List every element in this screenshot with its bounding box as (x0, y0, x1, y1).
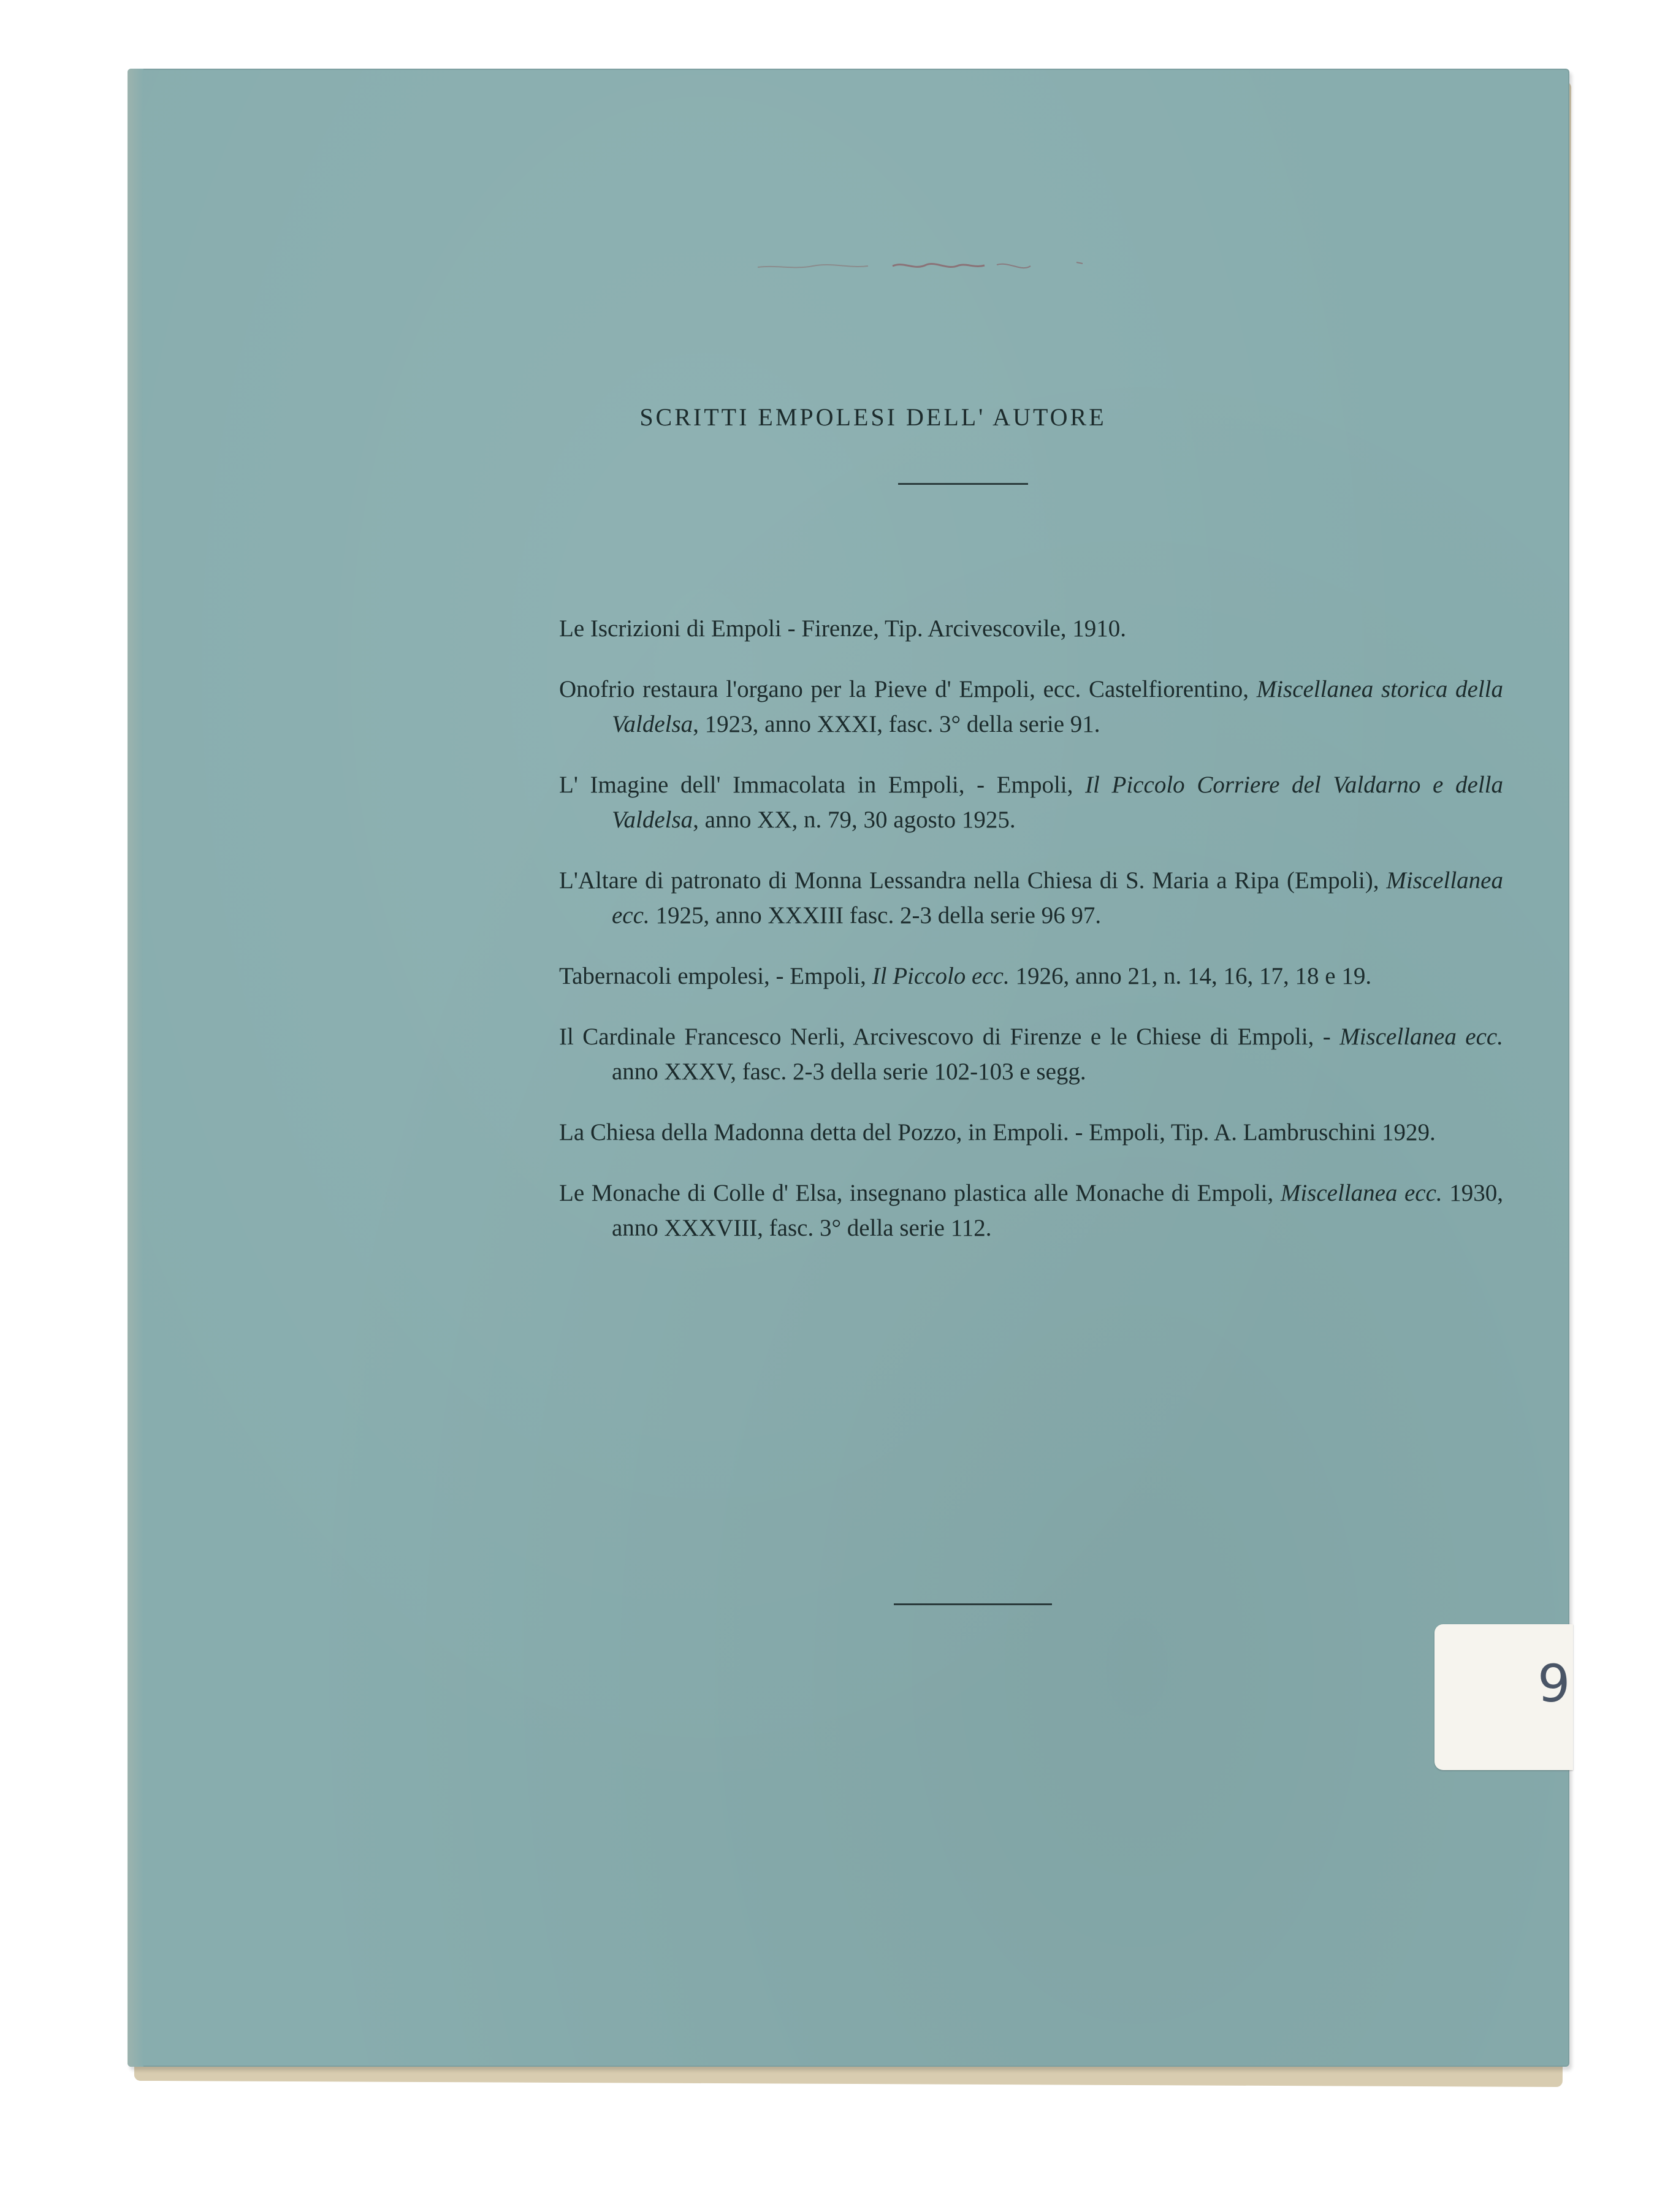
bibliography-entry (559, 611, 1503, 646)
entry-publication-title: Il Piccolo Corriere del Valdarno e della Valdelsa (612, 772, 1503, 833)
bibliography-entry (559, 1115, 1503, 1150)
entry-text: L' Imagine dell' Immacolata in Empoli, - Empoli, (559, 772, 1086, 798)
bibliography-entry (559, 767, 1503, 837)
entry-publication-title: Miscellanea ecc. (1280, 1180, 1442, 1206)
entry-text: Onofrio restaura l'organo per la Pieve d' Empoli, ecc. Castelfiorentino, (559, 676, 1257, 702)
title-divider (898, 483, 1028, 485)
entry-publication-title: Il Piccolo ecc. (872, 963, 1010, 989)
entry-text: Le Iscrizioni di Empoli - Firenze, Tip. Arcivescovile, 1910. (559, 615, 1127, 642)
entry-text: , anno XX, n. 79, 30 agosto 1925. (693, 807, 1016, 833)
entry-publication-title: Miscellanea ecc. (1339, 1024, 1503, 1050)
entry-text: La Chiesa della Madonna detta del Pozzo, in Empoli. - Empoli, Tip. A. Lambruschini 1929. (559, 1119, 1436, 1146)
cover-left-edge (128, 69, 143, 2067)
entry-text: Le Monache di Colle d' Elsa, insegnano plastica alle Monache di Empoli, (559, 1180, 1281, 1206)
entry-text: , 1923, anno XXXI, fasc. 3° della serie 91. (693, 711, 1100, 737)
entry-text: Il Cardinale Francesco Nerli, Arcivescovo di Firenze e le Chiese di Empoli, - (559, 1024, 1340, 1050)
entry-text: L'Altare di patronato di Monna Lessandra nella Chiesa di S. Maria a Ripa (Empoli), (559, 867, 1387, 894)
entry-publication-title: Miscellanea storica della Valdelsa (612, 676, 1503, 737)
bibliography-list (559, 611, 1503, 1271)
entry-text: 1925, anno XXXIII fasc. 2-3 della serie 96 97. (649, 902, 1102, 929)
closing-divider (894, 1603, 1052, 1605)
entry-text: anno XXXV, fasc. 2-3 della serie 102-103 e segg. (612, 1058, 1086, 1085)
page-title: SCRITTI EMPOLESI DELL' AUTORE (639, 403, 1107, 431)
bibliography-entry (559, 1176, 1503, 1245)
entry-text: 1930, anno XXXVIII, fasc. 3° della serie 112. (612, 1180, 1504, 1241)
catalog-label-number: 9 (1537, 1654, 1571, 1714)
bibliography-entry (559, 959, 1503, 994)
faded-handwriting-mark (752, 254, 1095, 278)
entry-text: 1926, anno 21, n. 14, 16, 17, 18 e 19. (1009, 963, 1372, 989)
book-cover (128, 69, 1569, 2067)
entry-text: Tabernacoli empolesi, - Empoli, (559, 963, 872, 989)
bibliography-entry (559, 672, 1503, 742)
catalog-label-sticker (1434, 1624, 1573, 1770)
bibliography-entry (559, 1019, 1503, 1089)
bibliography-entry (559, 863, 1503, 933)
entry-publication-title: Miscellanea ecc. (612, 867, 1503, 929)
